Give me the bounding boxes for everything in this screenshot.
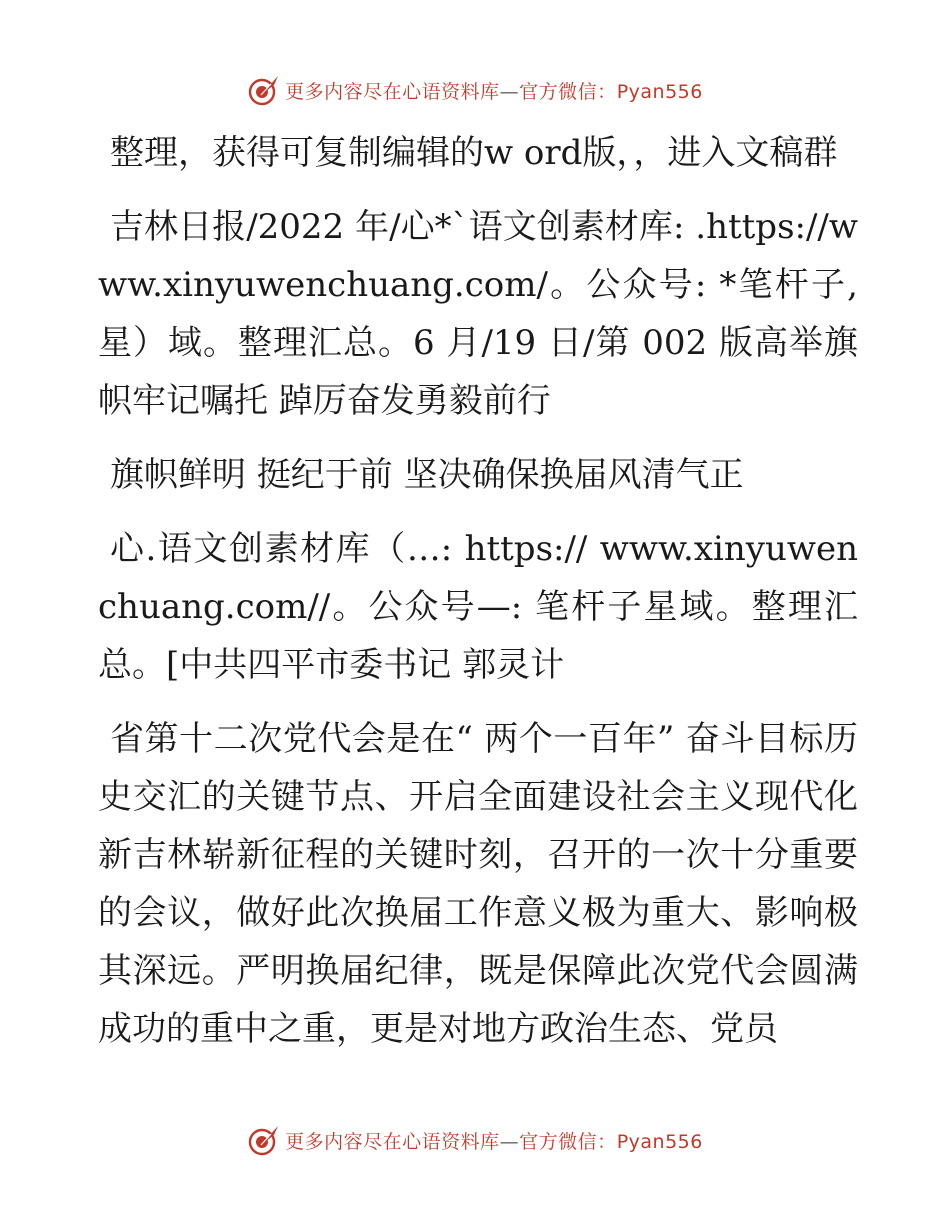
header-slogan: 更多内容尽在心语资料库: [285, 80, 500, 103]
footer-dash: —: [499, 1130, 520, 1153]
footer-text: [285, 1127, 703, 1154]
footer-slogan: 更多内容尽在心语资料库: [285, 1130, 500, 1153]
header-wechat-id: Pyan556: [616, 80, 703, 103]
header-dash: —: [499, 80, 520, 103]
feather-logo-icon: [247, 73, 281, 107]
paragraph-3: 旗帜鲜明 挺纪于前 坚决确保换届风清气正: [110, 455, 744, 495]
footer-wechat-label: 官方微信：: [519, 1130, 617, 1153]
document-body: [98, 124, 858, 1074]
paragraph-4: 心.语文创素材库（…: https:// www.xinyuwenchuang.com//。公众号—: 笔杆子星域。整理汇总。[中共四平市委书记 郭灵计: [98, 529, 858, 685]
header-text: [285, 77, 703, 104]
footer-banner: [0, 1120, 950, 1160]
footer-wechat-id: Pyan556: [616, 1130, 703, 1153]
paragraph-5: 省第十二次党代会是在“ 两个一百年” 奋斗目标历史交汇的关键节点、开启全面建设社会主义现代化新吉林崭新征程的关键时刻，召开的一次十分重要的会议，做好此次换届工作意义极为重大、影响极其深远。严明换届纪律，既是保障此次党代会圆满成功的重中之重，更是对地方政治生态、党员: [98, 719, 858, 1049]
header-banner: [0, 70, 950, 110]
paragraph-2: 吉林日报/2022 年/心*`语文创素材库: .https://www.xinyuwenchuang.com/。公众号: *笔杆子,星）域。整理汇总。6 月/19 日/第 002 版高举旗帜牢记嘱托 踔厉奋发勇毅前行: [98, 207, 858, 421]
feather-logo-icon: [247, 1123, 281, 1157]
paragraph-1: 整理，获得可复制编辑的w ord版，，进入文稿群: [110, 133, 838, 173]
header-wechat-label: 官方微信：: [519, 80, 617, 103]
